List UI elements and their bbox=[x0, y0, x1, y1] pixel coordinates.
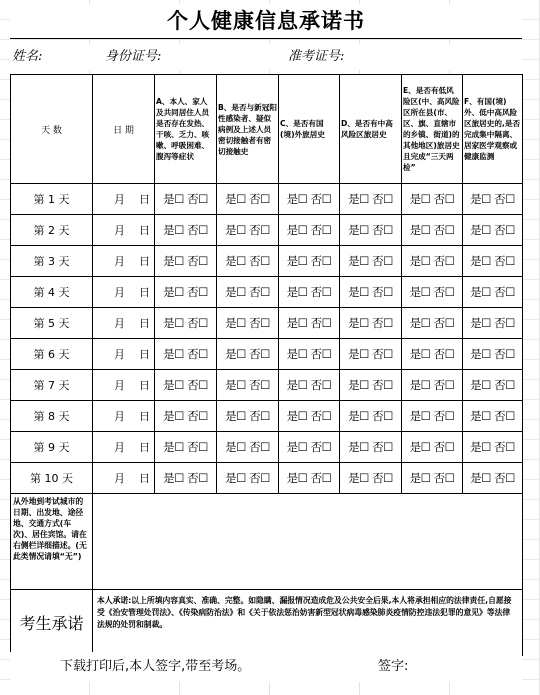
question-d-header: D、是否有中高风险区旅居史 bbox=[340, 75, 402, 184]
yes-no-checkbox-c[interactable]: 是☐ 否☐ bbox=[279, 432, 340, 463]
day-row bbox=[11, 308, 523, 339]
yes-no-checkbox-f[interactable]: 是☐ 否☐ bbox=[463, 308, 523, 339]
yes-no-checkbox-a[interactable]: 是☐ 否☐ bbox=[155, 246, 217, 277]
question-b-header: B、是否与新冠阳性感染者、疑似病例及上述人员密切接触者有密切接触史 bbox=[217, 75, 279, 184]
yes-no-checkbox-c[interactable]: 是☐ 否☐ bbox=[279, 308, 340, 339]
day-label: 第 7 天 bbox=[11, 370, 93, 401]
day-of-month-label: 日 bbox=[139, 286, 150, 299]
personal-info-row bbox=[10, 44, 522, 70]
signature-row bbox=[11, 590, 523, 656]
yes-no-checkbox-a[interactable]: 是☐ 否☐ bbox=[155, 401, 217, 432]
yes-no-checkbox-c[interactable]: 是☐ 否☐ bbox=[279, 370, 340, 401]
day-of-month-label: 日 bbox=[139, 224, 150, 237]
signature-label: 签字: bbox=[378, 659, 409, 674]
yes-no-checkbox-a[interactable]: 是☐ 否☐ bbox=[155, 432, 217, 463]
yes-no-checkbox-d[interactable]: 是☐ 否☐ bbox=[340, 401, 402, 432]
day-row bbox=[11, 277, 523, 308]
yes-no-checkbox-b[interactable]: 是☐ 否☐ bbox=[217, 401, 279, 432]
yes-no-checkbox-c[interactable]: 是☐ 否☐ bbox=[279, 246, 340, 277]
day-label: 第 9 天 bbox=[11, 432, 93, 463]
day-row bbox=[11, 370, 523, 401]
day-header: 天 数 bbox=[11, 75, 93, 184]
day-of-month-label: 日 bbox=[139, 255, 150, 268]
page-title: 个人健康信息承诺书 bbox=[10, 4, 522, 39]
date-header: 日 期 bbox=[93, 75, 155, 184]
yes-no-checkbox-f[interactable]: 是☐ 否☐ bbox=[463, 339, 523, 370]
yes-no-checkbox-f[interactable]: 是☐ 否☐ bbox=[463, 246, 523, 277]
yes-no-checkbox-e[interactable]: 是☐ 否☐ bbox=[402, 432, 463, 463]
yes-no-checkbox-e[interactable]: 是☐ 否☐ bbox=[402, 246, 463, 277]
month-label: 月 bbox=[114, 224, 125, 237]
yes-no-checkbox-b[interactable]: 是☐ 否☐ bbox=[217, 339, 279, 370]
yes-no-checkbox-d[interactable]: 是☐ 否☐ bbox=[340, 184, 402, 215]
travel-row bbox=[11, 494, 523, 590]
yes-no-checkbox-c[interactable]: 是☐ 否☐ bbox=[279, 184, 340, 215]
yes-no-checkbox-d[interactable]: 是☐ 否☐ bbox=[340, 463, 402, 494]
yes-no-checkbox-f[interactable]: 是☐ 否☐ bbox=[463, 370, 523, 401]
yes-no-checkbox-c[interactable]: 是☐ 否☐ bbox=[279, 339, 340, 370]
yes-no-checkbox-f[interactable]: 是☐ 否☐ bbox=[463, 184, 523, 215]
yes-no-checkbox-a[interactable]: 是☐ 否☐ bbox=[155, 463, 217, 494]
yes-no-checkbox-e[interactable]: 是☐ 否☐ bbox=[402, 401, 463, 432]
yes-no-checkbox-f[interactable]: 是☐ 否☐ bbox=[463, 463, 523, 494]
yes-no-checkbox-a[interactable]: 是☐ 否☐ bbox=[155, 370, 217, 401]
day-of-month-label: 日 bbox=[139, 379, 150, 392]
yes-no-checkbox-d[interactable]: 是☐ 否☐ bbox=[340, 246, 402, 277]
yes-no-checkbox-a[interactable]: 是☐ 否☐ bbox=[155, 339, 217, 370]
month-label: 月 bbox=[114, 317, 125, 330]
id-number-label: 身份证号: bbox=[105, 49, 162, 64]
day-row bbox=[11, 401, 523, 432]
health-table bbox=[10, 74, 523, 656]
yes-no-checkbox-a[interactable]: 是☐ 否☐ bbox=[155, 184, 217, 215]
ticket-number-label: 准考证号: bbox=[288, 49, 345, 64]
yes-no-checkbox-e[interactable]: 是☐ 否☐ bbox=[402, 184, 463, 215]
month-label: 月 bbox=[114, 379, 125, 392]
pledge-text: 本人承诺:以上所填内容真实、准确、完整。如隐瞒、漏报情况造成危及公共安全后果,本人将承担相应的法律责任,自愿接受《治安管理处罚法》、《传染病防治法》和《关于依法惩治妨害新型冠状病毒感染肺炎疫情防控违法犯罪的意见》等法律法规的处罚和制裁。 bbox=[93, 590, 523, 656]
month-label: 月 bbox=[114, 193, 125, 206]
yes-no-checkbox-b[interactable]: 是☐ 否☐ bbox=[217, 215, 279, 246]
yes-no-checkbox-b[interactable]: 是☐ 否☐ bbox=[217, 277, 279, 308]
yes-no-checkbox-c[interactable]: 是☐ 否☐ bbox=[279, 463, 340, 494]
day-of-month-label: 日 bbox=[139, 317, 150, 330]
yes-no-checkbox-b[interactable]: 是☐ 否☐ bbox=[217, 184, 279, 215]
date-cell[interactable] bbox=[93, 463, 155, 494]
travel-label: 从外地到考试城市的日期、出发地、途径地、交通方式(车次)、居住宾馆。请在右侧栏详细描述。(无此类情况请填“无”) bbox=[11, 494, 93, 590]
date-cell[interactable] bbox=[93, 215, 155, 246]
yes-no-checkbox-b[interactable]: 是☐ 否☐ bbox=[217, 463, 279, 494]
month-label: 月 bbox=[114, 441, 125, 454]
day-label: 第 6 天 bbox=[11, 339, 93, 370]
yes-no-checkbox-c[interactable]: 是☐ 否☐ bbox=[279, 277, 340, 308]
day-of-month-label: 日 bbox=[139, 441, 150, 454]
yes-no-checkbox-b[interactable]: 是☐ 否☐ bbox=[217, 370, 279, 401]
yes-no-checkbox-f[interactable]: 是☐ 否☐ bbox=[463, 277, 523, 308]
date-cell[interactable] bbox=[93, 308, 155, 339]
month-label: 月 bbox=[114, 286, 125, 299]
yes-no-checkbox-b[interactable]: 是☐ 否☐ bbox=[217, 432, 279, 463]
yes-no-checkbox-d[interactable]: 是☐ 否☐ bbox=[340, 339, 402, 370]
yes-no-checkbox-d[interactable]: 是☐ 否☐ bbox=[340, 370, 402, 401]
yes-no-checkbox-d[interactable]: 是☐ 否☐ bbox=[340, 215, 402, 246]
yes-no-checkbox-b[interactable]: 是☐ 否☐ bbox=[217, 246, 279, 277]
yes-no-checkbox-d[interactable]: 是☐ 否☐ bbox=[340, 277, 402, 308]
yes-no-checkbox-a[interactable]: 是☐ 否☐ bbox=[155, 215, 217, 246]
day-label: 第 4 天 bbox=[11, 277, 93, 308]
day-label: 第 2 天 bbox=[11, 215, 93, 246]
day-row bbox=[11, 184, 523, 215]
name-label: 姓名: bbox=[12, 49, 43, 64]
day-row bbox=[11, 463, 523, 494]
yes-no-checkbox-e[interactable]: 是☐ 否☐ bbox=[402, 463, 463, 494]
date-cell[interactable] bbox=[93, 246, 155, 277]
yes-no-checkbox-f[interactable]: 是☐ 否☐ bbox=[463, 215, 523, 246]
day-label: 第 3 天 bbox=[11, 246, 93, 277]
day-of-month-label: 日 bbox=[139, 410, 150, 423]
yes-no-checkbox-e[interactable]: 是☐ 否☐ bbox=[402, 339, 463, 370]
day-label: 第 10 天 bbox=[11, 463, 93, 494]
yes-no-checkbox-e[interactable]: 是☐ 否☐ bbox=[402, 215, 463, 246]
day-label: 第 1 天 bbox=[11, 184, 93, 215]
date-cell[interactable] bbox=[93, 432, 155, 463]
month-label: 月 bbox=[114, 472, 125, 485]
travel-input-cell[interactable] bbox=[93, 494, 523, 590]
yes-no-checkbox-f[interactable]: 是☐ 否☐ bbox=[463, 401, 523, 432]
day-label: 第 8 天 bbox=[11, 401, 93, 432]
day-of-month-label: 日 bbox=[139, 348, 150, 361]
pledge-label: 考生承诺 bbox=[11, 590, 93, 656]
day-row bbox=[11, 215, 523, 246]
yes-no-checkbox-a[interactable]: 是☐ 否☐ bbox=[155, 308, 217, 339]
question-f-header: F、有国(境)外、低中高风险区旅居史的,是否完成集中隔离、居家医学观察或健康监测 bbox=[463, 75, 523, 184]
date-cell[interactable] bbox=[93, 401, 155, 432]
day-row bbox=[11, 432, 523, 463]
footer bbox=[10, 652, 522, 682]
date-cell[interactable] bbox=[93, 277, 155, 308]
yes-no-checkbox-c[interactable]: 是☐ 否☐ bbox=[279, 215, 340, 246]
question-c-header: C、是否有国(境)外旅居史 bbox=[279, 75, 340, 184]
day-of-month-label: 日 bbox=[139, 472, 150, 485]
month-label: 月 bbox=[114, 410, 125, 423]
day-of-month-label: 日 bbox=[139, 193, 150, 206]
date-cell[interactable] bbox=[93, 184, 155, 215]
day-rows bbox=[11, 184, 523, 494]
yes-no-checkbox-d[interactable]: 是☐ 否☐ bbox=[340, 432, 402, 463]
yes-no-checkbox-b[interactable]: 是☐ 否☐ bbox=[217, 308, 279, 339]
date-cell[interactable] bbox=[93, 370, 155, 401]
yes-no-checkbox-e[interactable]: 是☐ 否☐ bbox=[402, 370, 463, 401]
yes-no-checkbox-e[interactable]: 是☐ 否☐ bbox=[402, 308, 463, 339]
footer-note: 下载打印后,本人签字,带至考场。 bbox=[60, 659, 251, 674]
day-row bbox=[11, 246, 523, 277]
day-label: 第 5 天 bbox=[11, 308, 93, 339]
day-row bbox=[11, 339, 523, 370]
yes-no-checkbox-e[interactable]: 是☐ 否☐ bbox=[402, 277, 463, 308]
yes-no-checkbox-d[interactable]: 是☐ 否☐ bbox=[340, 308, 402, 339]
month-label: 月 bbox=[114, 348, 125, 361]
question-e-header: E、是否有低风险区(中、高风险区所在县(市、区、旗、直辖市的乡镇、街道)的其他地区)旅居史且完成“三天两检” bbox=[402, 75, 463, 184]
yes-no-checkbox-a[interactable]: 是☐ 否☐ bbox=[155, 277, 217, 308]
date-cell[interactable] bbox=[93, 339, 155, 370]
question-a-header: A、本人、家人及共同居住人员是否存在发热、干咳、乏力、咳嗽、呼吸困难、腹泻等症状 bbox=[155, 75, 217, 184]
yes-no-checkbox-c[interactable]: 是☐ 否☐ bbox=[279, 401, 340, 432]
yes-no-checkbox-f[interactable]: 是☐ 否☐ bbox=[463, 432, 523, 463]
header-row bbox=[11, 75, 523, 184]
month-label: 月 bbox=[114, 255, 125, 268]
